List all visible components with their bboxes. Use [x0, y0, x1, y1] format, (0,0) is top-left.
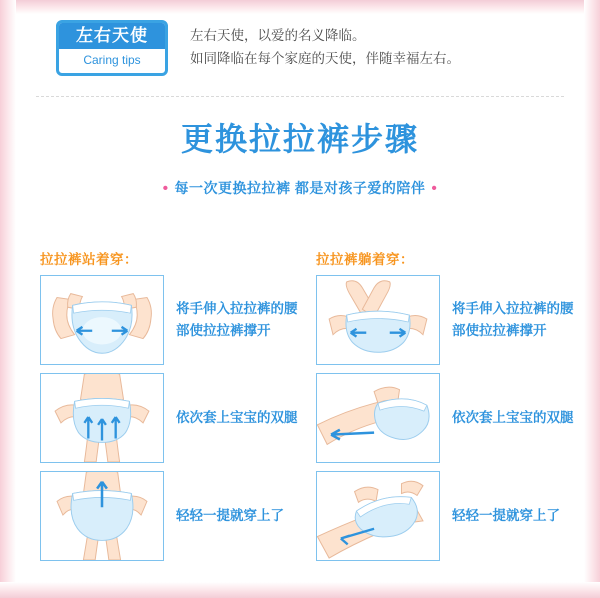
caring-tips-line-1: 左右天使，以爱的名义降临。 [190, 28, 366, 43]
step-text: 轻轻一提就穿上了 [176, 508, 284, 523]
page-subtitle [0, 178, 600, 198]
step-row [40, 471, 312, 561]
step-image-pull-pants-up-legs-standing [40, 373, 164, 463]
column-lying-heading: 拉拉裤躺着穿： [316, 252, 414, 267]
caring-tips-badge [56, 20, 168, 76]
page-title: 更换拉拉裤步骤 [180, 121, 419, 157]
decorative-bottom-border [0, 582, 600, 598]
section-divider [36, 96, 564, 97]
caring-tips-text [190, 24, 460, 70]
caring-tips-badge-en: Caring tips [83, 53, 141, 67]
step-text: 轻轻一提就穿上了 [452, 508, 560, 523]
caring-tips-section [16, 14, 584, 88]
step-text: 依次套上宝宝的双腿 [176, 410, 298, 425]
step-image-lift-pants-on-standing [40, 471, 164, 561]
decorative-left-border [0, 0, 16, 598]
bullet-dot-left: • [162, 180, 169, 197]
step-image-hands-stretching-pants-lying [316, 275, 440, 365]
step-row [316, 373, 588, 463]
step-image-lift-pants-on-lying [316, 471, 440, 561]
step-row [40, 373, 312, 463]
caring-tips-badge-cn: 左右天使 [59, 23, 165, 49]
step-text: 将手伸入拉拉裤的腰部使拉拉裤撑开 [452, 301, 574, 338]
page-subtitle-text: 每一次更换拉拉裤 都是对孩子爱的陪伴 [174, 180, 426, 196]
column-standing [40, 248, 312, 569]
decorative-top-border [0, 0, 600, 14]
step-row [316, 471, 588, 561]
step-row [316, 275, 588, 365]
bullet-dot-right: • [431, 180, 438, 197]
step-image-pull-pants-up-legs-lying [316, 373, 440, 463]
column-standing-heading: 拉拉裤站着穿： [40, 252, 138, 267]
caring-tips-line-2: 如同降临在每个家庭的天使，伴随幸福左右。 [190, 51, 460, 66]
step-row [40, 275, 312, 365]
column-lying [316, 248, 588, 569]
step-image-hands-stretching-pants-standing [40, 275, 164, 365]
step-text: 依次套上宝宝的双腿 [452, 410, 574, 425]
step-text: 将手伸入拉拉裤的腰部使拉拉裤撑开 [176, 301, 298, 338]
